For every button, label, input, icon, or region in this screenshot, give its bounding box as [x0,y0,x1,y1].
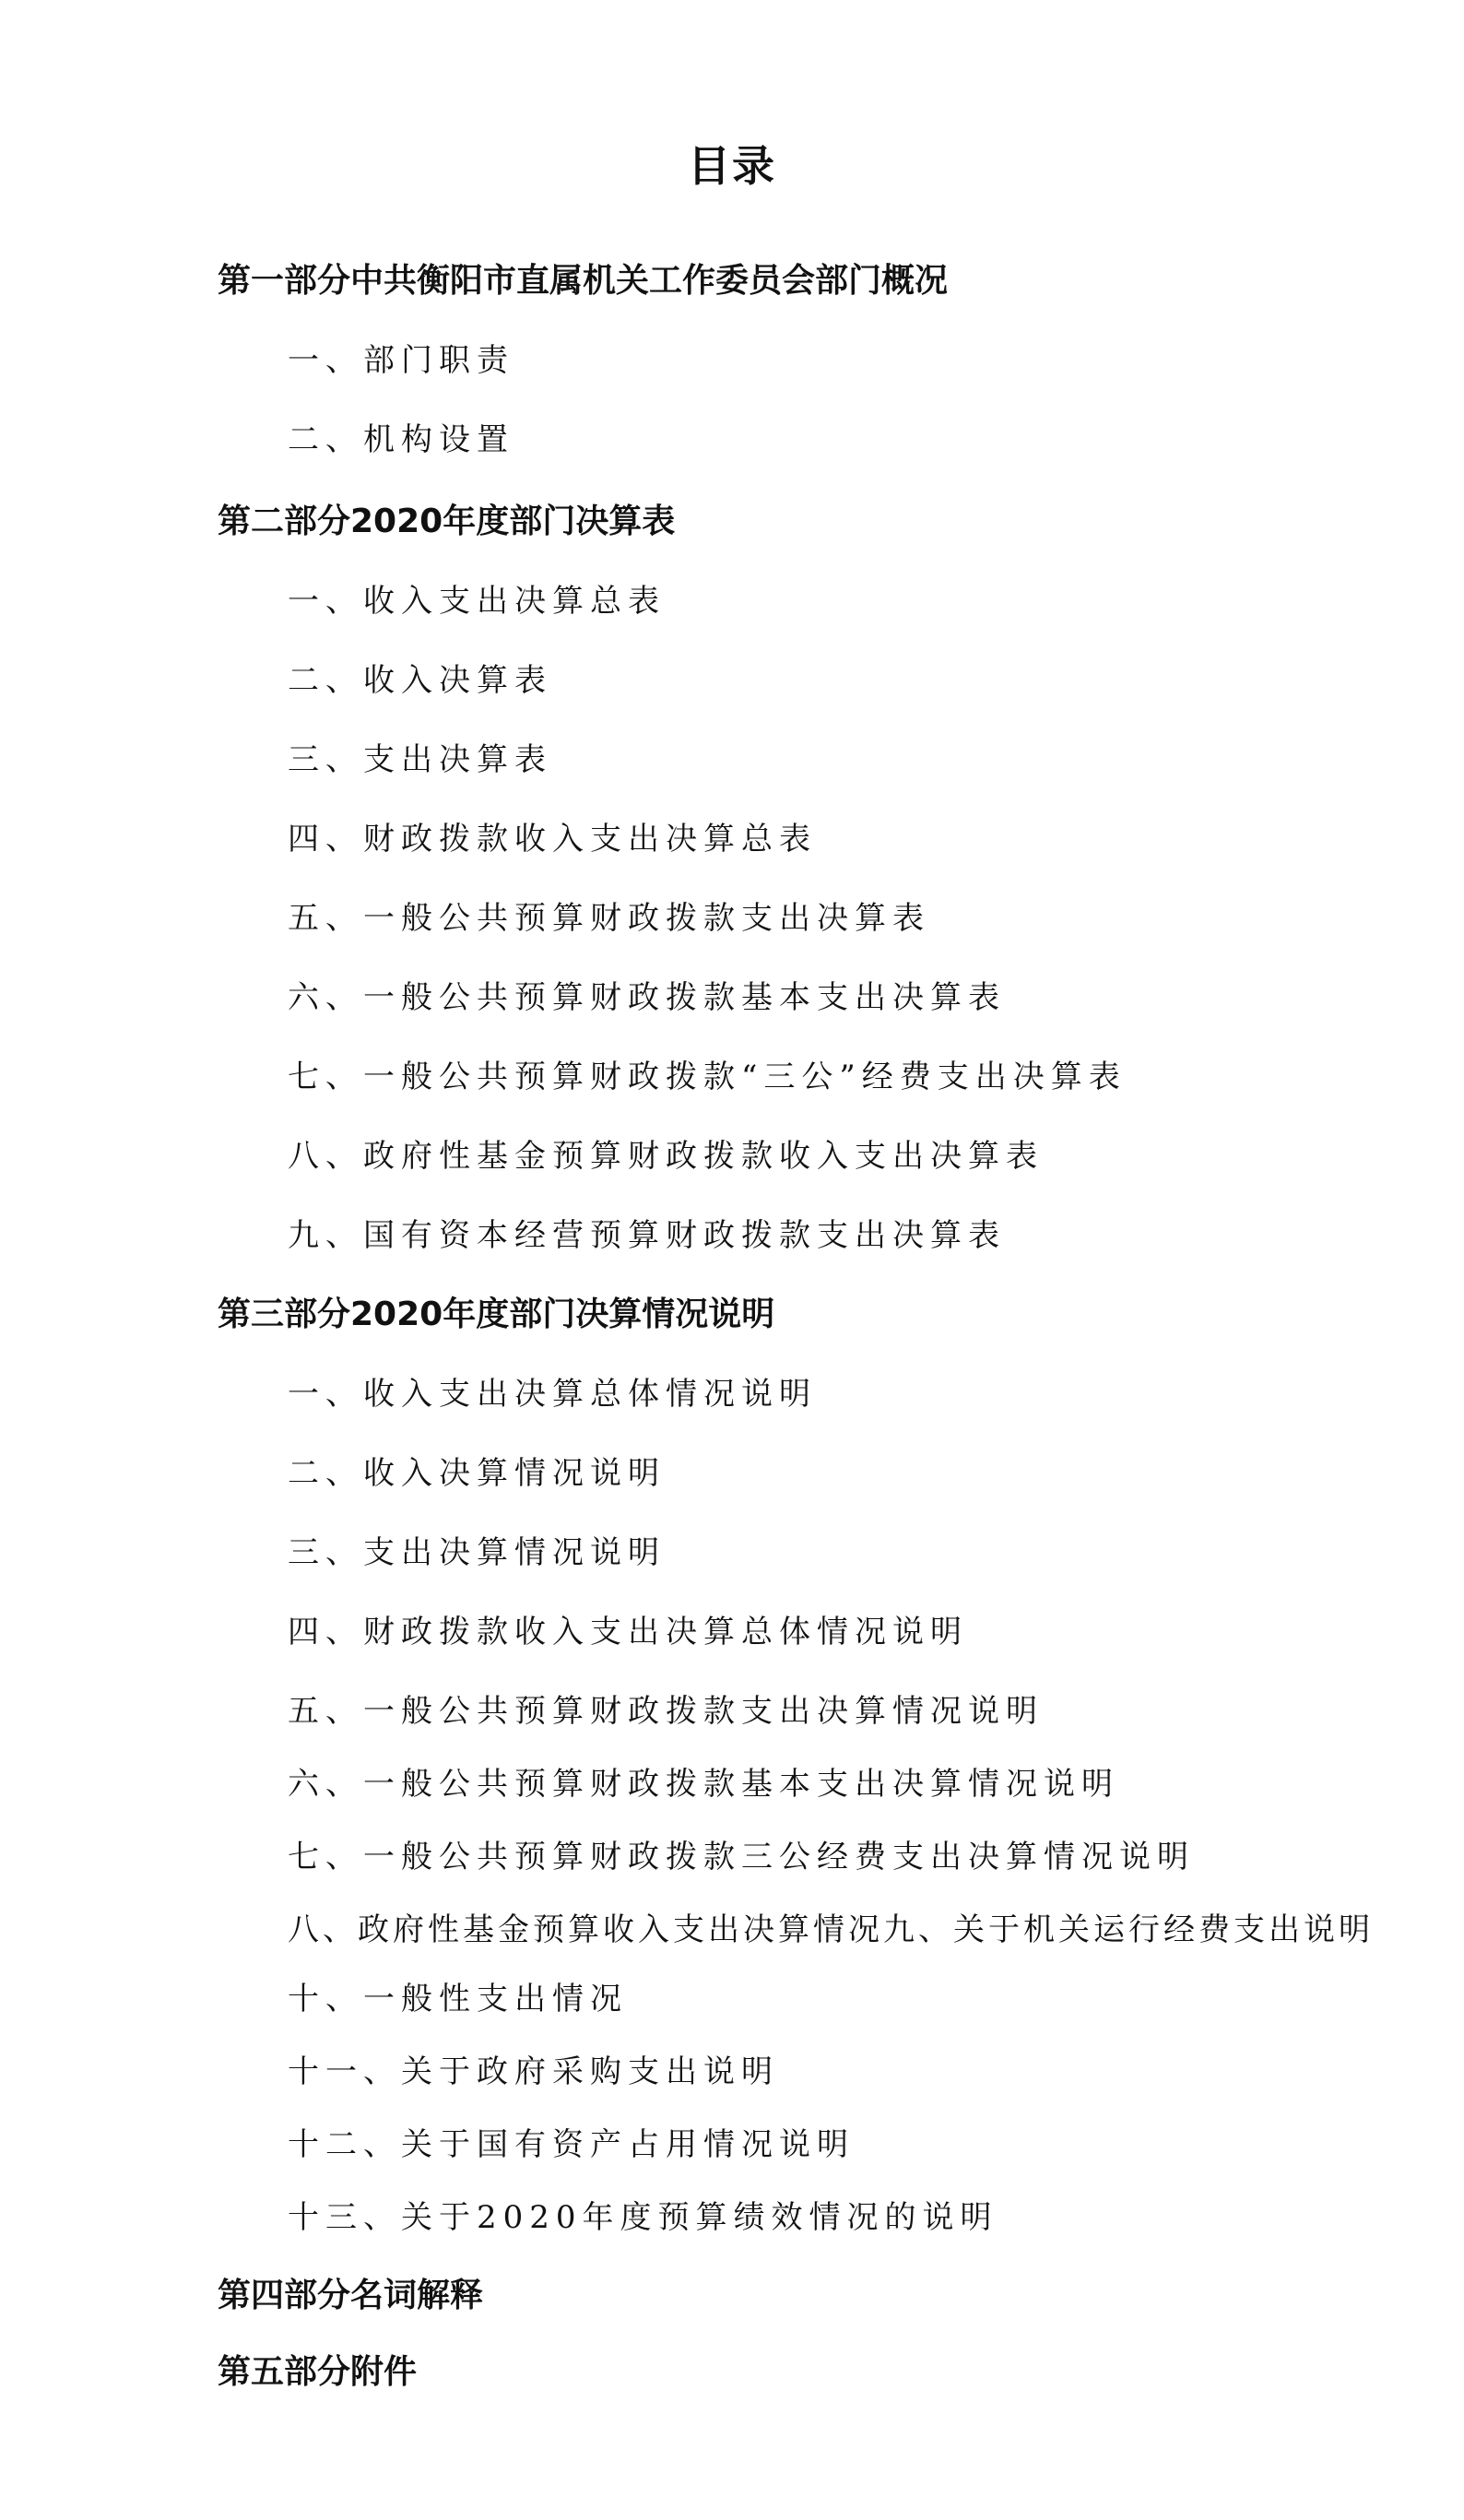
part-3-heading: 第三部分2020年度部门决算情况说明 [218,1295,775,1333]
toc-item: 四、财政拨款收入支出决算总体情况说明 [288,1614,968,1650]
part-1-heading: 第一部分中共衡阳市直属机关工作委员会部门概况 [218,262,949,300]
toc-item: 一、收入支出决算总表 [288,583,666,620]
toc-item: 八、政府性基金预算收入支出决算情况九、关于机关运行经费支出说明 [288,1911,1374,1948]
toc-item: 九、国有资本经营预算财政拨款支出决算表 [288,1217,1006,1254]
toc-item: 五、一般公共预算财政拨款支出决算情况说明 [288,1693,1044,1730]
toc-item: 十三、关于2020年度预算绩效情况的说明 [288,2199,998,2236]
part-4-heading: 第四部分名词解释 [218,2277,484,2314]
toc-item: 一、收入支出决算总体情况说明 [288,1376,817,1413]
toc-item: 十一、关于政府采购支出说明 [288,2053,779,2090]
part-5-heading: 第五部分附件 [218,2353,418,2391]
toc-item: 二、机构设置 [288,421,514,458]
toc-item: 七、一般公共预算财政拨款“三公”经费支出决算表 [288,1059,1127,1095]
toc-item: 八、政府性基金预算财政拨款收入支出决算表 [288,1138,1044,1175]
toc-item: 十二、关于国有资产占用情况说明 [288,2126,855,2163]
toc-item: 六、一般公共预算财政拨款基本支出决算表 [288,979,1006,1016]
toc-title: 目录 [688,141,776,191]
toc-item: 三、支出决算情况说明 [288,1534,666,1571]
toc-item: 五、一般公共预算财政拨款支出决算表 [288,900,930,937]
toc-item: 二、收入决算情况说明 [288,1455,666,1492]
toc-item: 六、一般公共预算财政拨款基本支出决算情况说明 [288,1766,1119,1803]
toc-item: 二、收入决算表 [288,662,552,699]
part-2-heading: 第二部分2020年度部门决算表 [218,503,676,540]
toc-item: 一、部门职责 [288,342,514,379]
toc-item: 七、一般公共预算财政拨款三公经费支出决算情况说明 [288,1839,1195,1875]
toc-item: 四、财政拨款收入支出决算总表 [288,821,817,858]
toc-item: 三、支出决算表 [288,741,552,778]
toc-item: 十、一般性支出情况 [288,1981,628,2017]
